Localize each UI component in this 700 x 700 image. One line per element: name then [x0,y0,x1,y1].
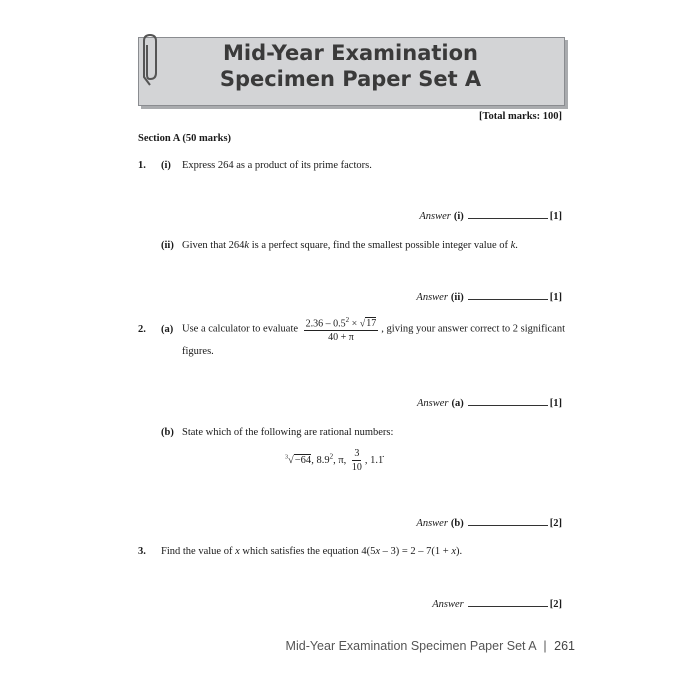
answer-part: (i) [453,211,464,222]
question-2-part-b-text: State which of the following are rational numbers: [182,427,394,438]
answer-row-3 [432,599,562,610]
title-line-2: Specimen Paper Set A [219,67,482,91]
answer-line[interactable] [468,524,548,526]
answer-row-1ii [416,292,562,303]
answer-part: (b) [450,518,464,529]
page-footer [286,639,575,653]
answer-part: (ii) [450,292,464,303]
question-3-text: Find the value of x which satisfies the equation 4(5x – 3) = 2 – 7(1 + x). [161,546,463,557]
question-1-number: 1. [138,160,146,171]
section-heading: Section A (50 marks) [138,133,232,144]
answer-line[interactable] [468,298,548,300]
title-line-1: Mid-Year Examination [223,41,478,65]
marks-badge: [1] [549,292,562,303]
sqrt-icon: √ [288,454,294,466]
question-2-part-a-text: Use a calculator to evaluate $\frac{2.36 - 0.5^2 \times √17}{40 + \pi}$ , giving your answer correct to 2 significant [182,316,565,344]
answer-row-1i [419,211,562,222]
fraction: $\frac{3}{10}$ [351,448,362,473]
marks-badge: [2] [549,518,562,529]
rational-numbers-list: $^3$√−64, $8.9^2$, π, $\frac{3}{10}$ , 1.1̇ [285,448,384,473]
footer-separator: | [543,639,547,653]
answer-label: Answer [416,518,448,529]
answer-label: Answer [432,599,464,610]
question-2-part-a-text-cont: figures. [182,346,214,357]
total-marks: [Total marks: 100] [478,111,562,122]
fraction: $\frac{2.36 - 0.5^2 \times √17}{40 + \pi}$ [305,316,377,344]
marks-badge: [1] [549,211,562,222]
answer-row-2a [417,398,562,409]
answer-part: (a) [451,398,464,409]
question-1-part-i-text: Express 264 as a product of its prime factors. [182,160,372,171]
answer-row-2b [416,518,562,529]
answer-label: Answer [417,398,449,409]
question-2-number: 2. [138,324,146,335]
answer-label: Answer [416,292,448,303]
question-1-part-i-label: (i) [161,160,171,171]
page-number: 261 [554,639,575,653]
sqrt-icon: √ [359,318,366,330]
question-3-number: 3. [138,546,146,557]
footer-title: Mid-Year Examination Specimen Paper Set A [285,639,536,653]
question-2-part-b-label: (b) [161,427,174,438]
question-1-part-ii-label: (ii) [161,240,174,251]
question-1-part-ii-text: Given that 264k is a perfect square, find the smallest possible integer value of k. [182,240,518,251]
question-2-part-a-label: (a) [161,324,174,335]
marks-badge: [2] [549,599,562,610]
marks-badge: [1] [549,398,562,409]
page-title [138,40,563,92]
answer-label: Answer [419,211,451,222]
answer-line[interactable] [468,404,548,406]
answer-line[interactable] [468,217,548,219]
answer-line[interactable] [468,605,548,607]
